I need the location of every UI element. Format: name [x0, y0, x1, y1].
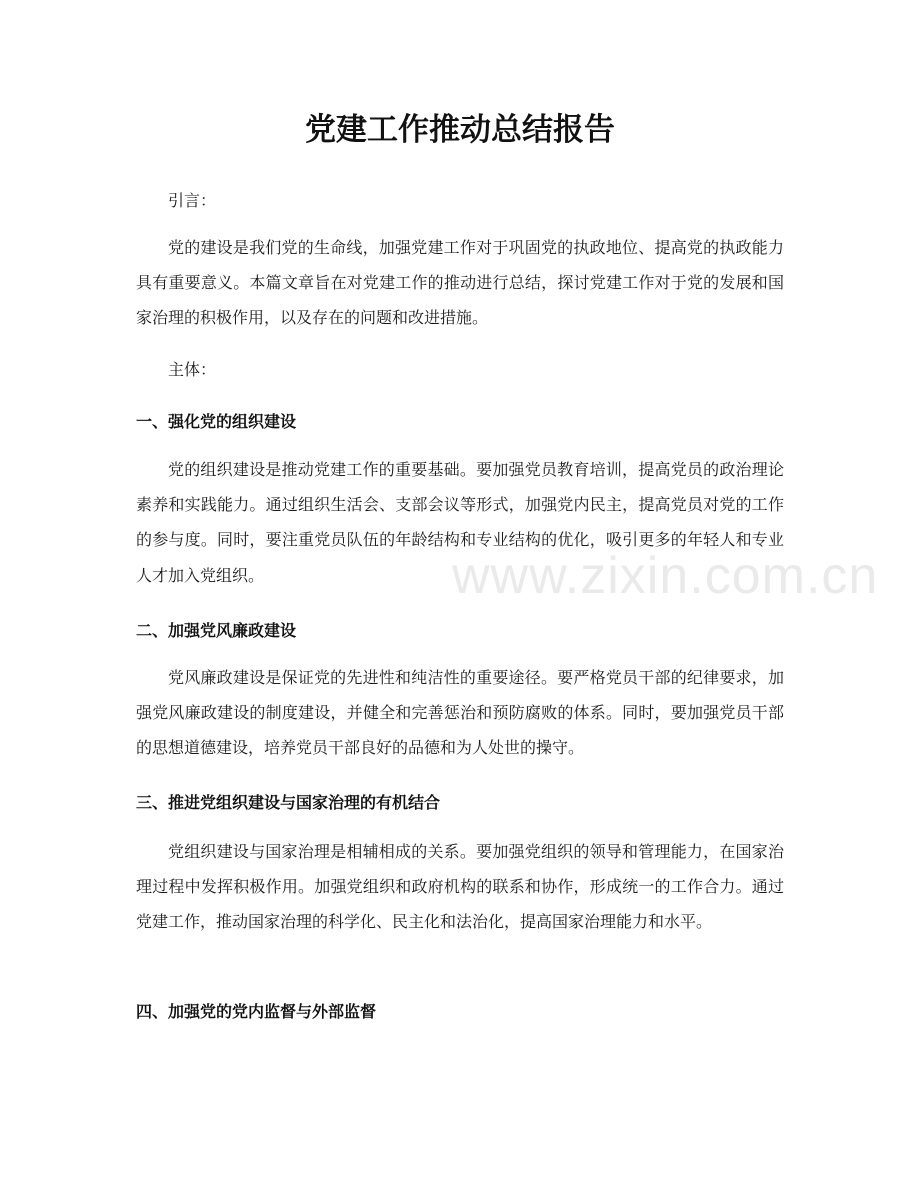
intro-paragraph: 党的建设是我们党的生命线，加强党建工作对于巩固党的执政地位、提高党的执政能力具有重要意义。本篇文章旨在对党建工作的推动进行总结，探讨党建工作对于党的发展和国家治理的积极作用，以及存在的问题和改进措施。 [136, 238, 784, 328]
section-heading-1: 一、强化党的组织建设 [136, 412, 297, 431]
body-label: 主体： [168, 360, 217, 379]
document-title: 党建工作推动总结报告 [305, 112, 615, 148]
watermark: www.zixin.com.cn [452, 547, 879, 605]
section-paragraph-3: 党组织建设与国家治理是相辅相成的关系。要加强党组织的领导和管理能力，在国家治理过程中发挥积极作用。加强党组织和政府机构的联系和协作，形成统一的工作合力。通过党建工作，推动国家治理的科学化、民主化和法治化，提高国家治理能力和水平。 [136, 842, 784, 932]
section-paragraph-1: 党的组织建设是推动党建工作的重要基础。要加强党员教育培训，提高党员的政治理论素养和实践能力。通过组织生活会、支部会议等形式，加强党内民主，提高党员对党的工作的参与度。同时，要注重党员队伍的年龄结构和专业结构的优化，吸引更多的年轻人和专业人才加入党组织。 [136, 460, 784, 585]
section-heading-4: 四、加强党的党内监督与外部监督 [136, 1002, 377, 1021]
section-paragraph-2: 党风廉政建设是保证党的先进性和纯洁性的重要途径。要严格党员干部的纪律要求，加强党风廉政建设的制度建设，并健全和完善惩治和预防腐败的体系。同时，要加强党员干部的思想道德建设，培养党员干部良好的品德和为人处世的操守。 [136, 668, 784, 758]
intro-label: 引言： [168, 191, 217, 210]
section-heading-2: 二、加强党风廉政建设 [136, 621, 297, 640]
section-heading-3: 三、推进党组织建设与国家治理的有机结合 [136, 793, 441, 812]
